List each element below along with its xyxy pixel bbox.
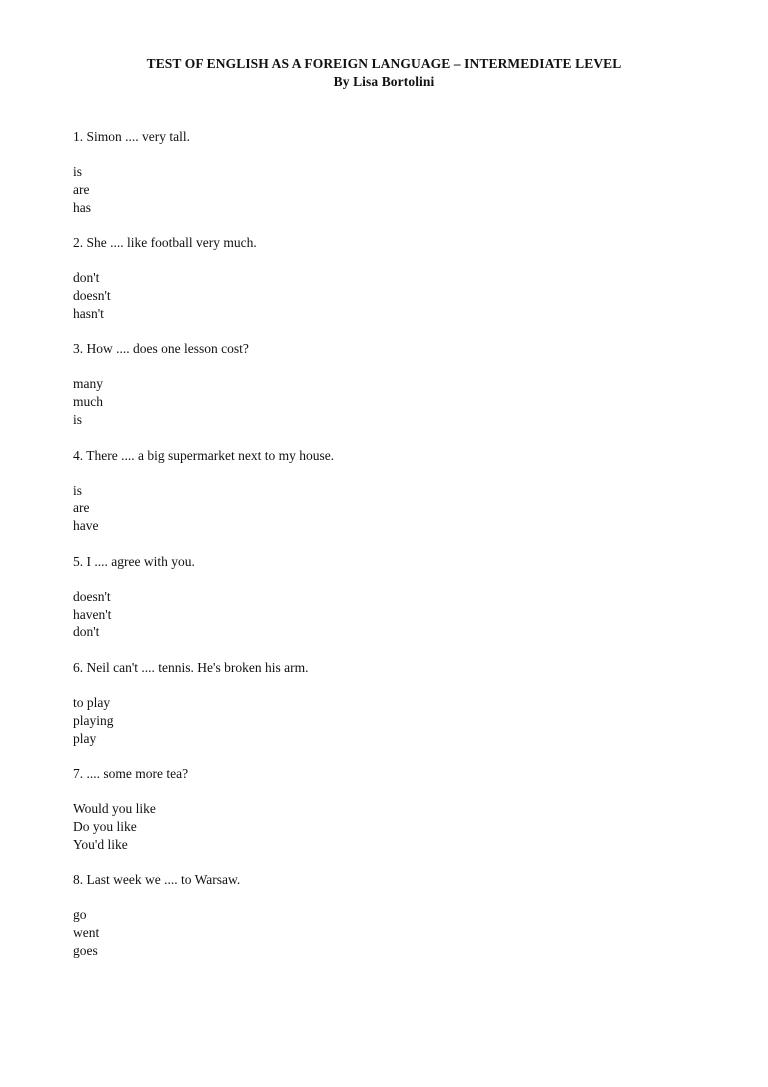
answer-options: [73, 482, 723, 535]
answer-option: Do you like: [73, 818, 137, 834]
question-4: [73, 447, 723, 553]
question-3: [73, 340, 723, 446]
answer-option: is: [73, 411, 83, 427]
answer-option: Would you like: [73, 801, 156, 817]
question-stem: 6. Neil can't .... tennis. He's broken his arm.: [73, 659, 309, 675]
answer-option: is: [73, 164, 83, 179]
document-header: [0, 55, 768, 91]
question-stem: 8. Last week we .... to Warsaw.: [73, 872, 241, 888]
answer-option: playing: [73, 712, 114, 728]
question-spacer: [73, 216, 723, 234]
answer-option: play: [73, 730, 97, 746]
answer-option: went: [73, 925, 100, 941]
question-stem: 3. How .... does one lesson cost?: [73, 341, 249, 357]
question-spacer: [73, 854, 723, 872]
answer-options: [73, 694, 723, 747]
answer-options: [73, 800, 723, 853]
answer-option: much: [73, 394, 103, 410]
answer-option: doesn't: [73, 588, 111, 604]
answer-option: hasn't: [73, 305, 104, 321]
question-7: [73, 765, 723, 871]
answer-option: don't: [73, 270, 100, 286]
answer-option: to play: [73, 694, 111, 710]
question-5: [73, 553, 723, 659]
answer-option: You'd like: [73, 836, 128, 852]
answer-option: are: [73, 181, 90, 197]
answer-option: don't: [73, 624, 100, 640]
question-spacer: [73, 429, 723, 447]
answer-option: go: [73, 907, 87, 923]
answer-option: have: [73, 518, 99, 534]
question-stem: 4. There .... a big supermarket next to my house.: [73, 447, 335, 463]
question-spacer: [73, 747, 723, 765]
question-stem: 7. .... some more tea?: [73, 766, 189, 782]
answer-option: many: [73, 376, 103, 392]
question-spacer: [73, 535, 723, 553]
document-title: TEST OF ENGLISH AS A FOREIGN LANGUAGE – INTERMEDIATE LEVEL: [146, 56, 622, 71]
question-6: [73, 659, 723, 765]
answer-options: [73, 269, 723, 322]
question-stem: 5. I .... agree with you.: [73, 553, 195, 569]
answer-option: goes: [73, 942, 98, 958]
question-list: [73, 128, 723, 960]
answer-option: doesn't: [73, 287, 111, 303]
question-1: [73, 128, 723, 234]
question-stem: 1. Simon .... very tall.: [73, 129, 190, 144]
answer-option: haven't: [73, 606, 112, 622]
answer-option: is: [73, 482, 83, 498]
answer-options: [73, 163, 723, 216]
question-2: [73, 234, 723, 340]
question-stem: 2. She .... like football very much.: [73, 235, 257, 251]
question-spacer: [73, 323, 723, 341]
answer-option: has: [73, 199, 91, 215]
answer-options: [73, 588, 723, 641]
question-8: [73, 871, 723, 959]
answer-options: [73, 906, 723, 959]
document-author: By Lisa Bortolini: [333, 74, 435, 89]
question-spacer: [73, 641, 723, 659]
answer-option: are: [73, 500, 90, 516]
answer-options: [73, 375, 723, 428]
